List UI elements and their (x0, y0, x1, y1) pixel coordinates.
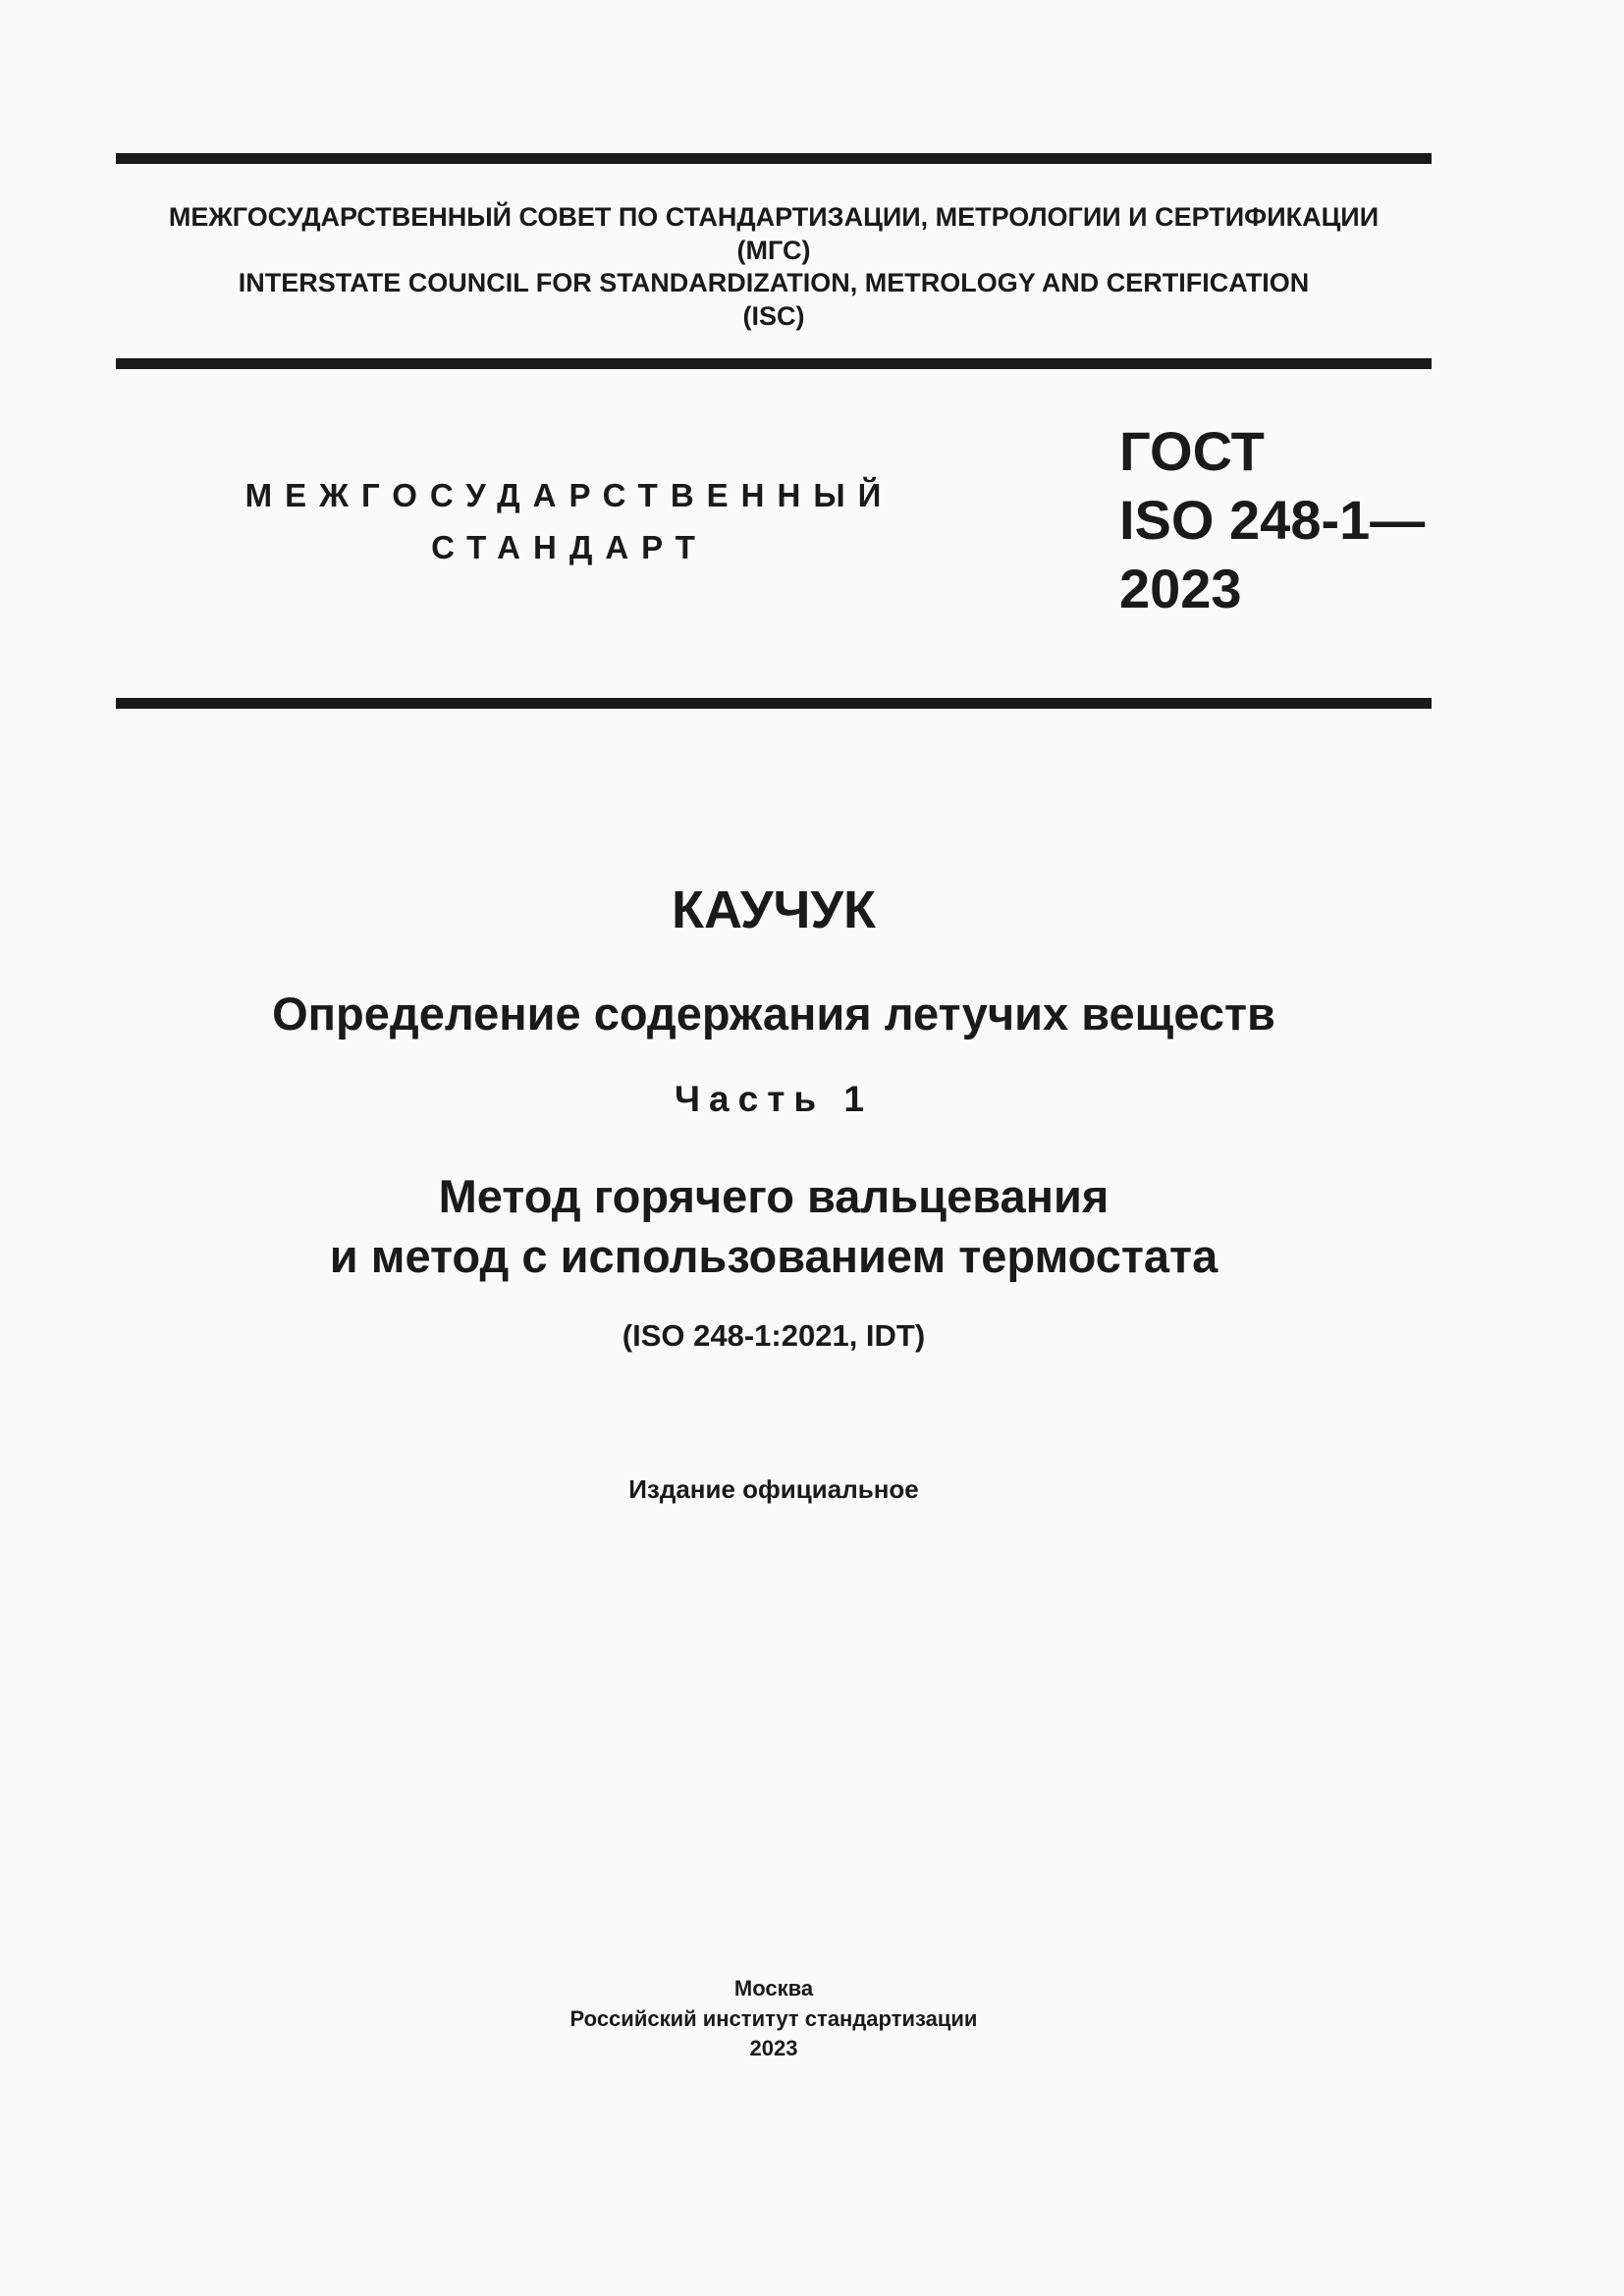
document-title: КАУЧУК (672, 881, 876, 939)
council-abbr-en: (ISC) (742, 300, 805, 331)
standard-kind (226, 469, 913, 573)
designation-divider-rule (116, 698, 1432, 709)
standard-designation (1119, 417, 1425, 623)
imprint-year: 2023 (749, 2036, 798, 2060)
imprint (116, 1974, 1432, 2064)
method-title-line1: Метод горячего вальцевания (438, 1170, 1110, 1222)
top-rule (116, 153, 1432, 164)
designation-line2: ISO 248-1— (1119, 489, 1426, 551)
council-header (116, 201, 1432, 333)
designation-line1: ГОСТ (1119, 420, 1265, 482)
council-name-en: INTERSTATE COUNCIL FOR STANDARDIZATION, METROLOGY AND CERTIFICATION (238, 268, 1310, 297)
designation-line3: 2023 (1119, 558, 1242, 619)
document-method-title (116, 1166, 1432, 1286)
standard-kind-line1: МЕЖГОСУДАРСТВЕННЫЙ (244, 477, 894, 513)
method-title-line2: и метод с использованием термостата (329, 1230, 1218, 1282)
standard-kind-line2: СТАНДАРТ (431, 529, 708, 565)
document-part: Часть 1 (675, 1079, 873, 1119)
iso-reference: (ISO 248-1:2021, IDT) (622, 1318, 926, 1353)
imprint-city: Москва (733, 1976, 814, 2001)
document-subtitle: Определение содержания летучих веществ (272, 988, 1275, 1040)
edition-label: Издание официальное (628, 1474, 919, 1504)
imprint-publisher: Российский институт стандартизации (569, 2005, 978, 2031)
council-name-ru: МЕЖГОСУДАРСТВЕННЫЙ СОВЕТ ПО СТАНДАРТИЗАЦИИ, МЕТРОЛОГИИ И СЕРТИФИКАЦИИ (168, 202, 1380, 232)
council-abbr-ru: (МГС) (736, 235, 811, 265)
header-divider-rule (116, 358, 1432, 369)
